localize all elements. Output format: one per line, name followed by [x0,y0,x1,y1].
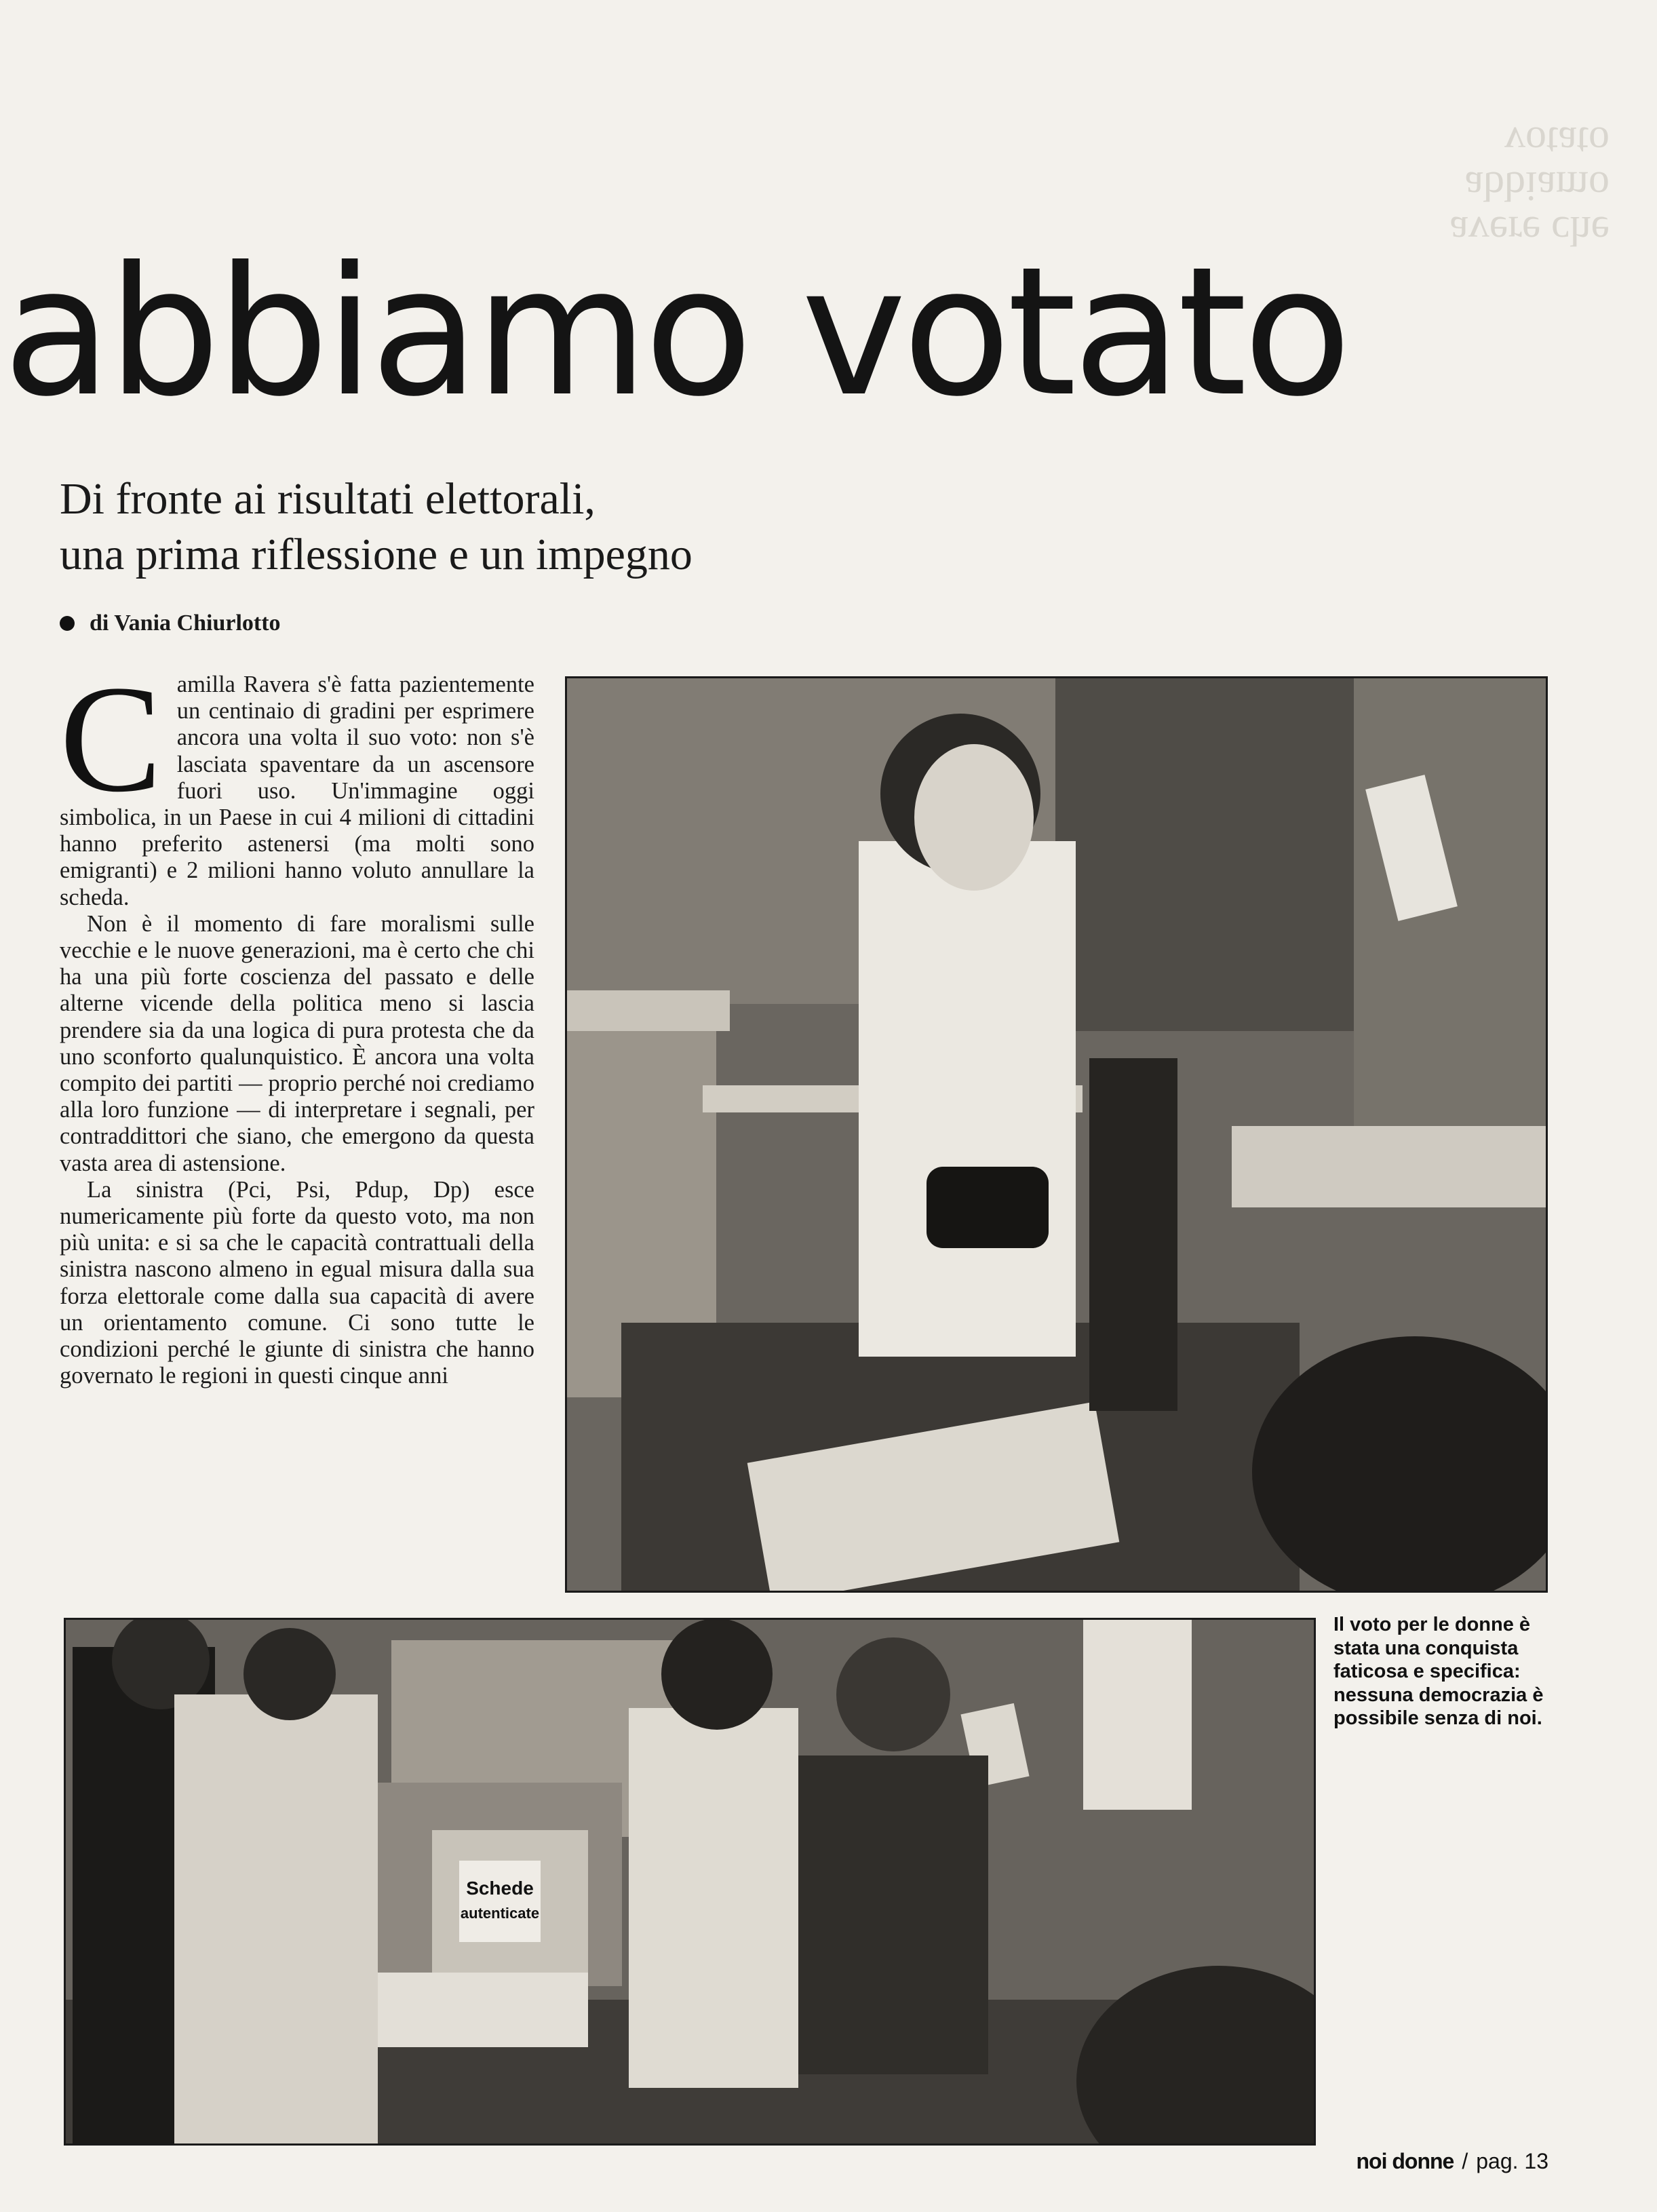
headline: abbiamo votato [3,229,1348,435]
ghost-line-2: abbiamo votato [1464,118,1610,209]
page-number: pag. 13 [1476,2149,1548,2173]
ghost-line-1: avere che [1449,208,1610,254]
article-paragraph-3: La sinistra (Pci, Psi, Pdup, Dp) esce numericamente più forte da questo voto, ma non più unita: e si sa che le capacità contrattuali della sinistra nascono almeno in egual misura dalla sua forza elettorale come dalla sua capacità di avere un orientamento comune. Ci sono tutte le condizioni perché le giunte di sinistra che hanno governato le regioni in questi cinque anni [60,1176,534,1389]
page-footer [1356,2149,1548,2174]
author: di Vania Chiurlotto [90,610,281,636]
paragraph-text: amilla Ravera s'è fatta pazientemente un centinaio di gradini per esprimere ancora una volta il suo voto: non s'è lasciata spaventare da un ascensore fuori uso. Un'immagine oggi simbolica, in un Paese in cui 4 milioni di cittadini hanno preferito astenersi (ma molti sono emigranti) e 2 milioni hanno voluto annullare la scheda. [60,672,534,910]
subtitle-line-1: Di fronte ai risultati elettorali, [60,474,596,524]
photo-camilla-ravera [565,676,1548,1593]
photo-polling-station [64,1618,1316,2146]
article-paragraph-2: Non è il momento di fare moralismi sulle vecchie e le nuove generazioni, ma è certo che chi ha una più forte coscienza del passato e delle alterne vicende della politica meno si lascia prendere sia da una logica di pura protesta che da uno sconforto qualunquistico. È ancora una volta compito dei partiti — proprio perché noi crediamo alla loro funzione — di interpretare i segnali, per contraddittori che siano, che emergono da questa vasta area di astensione. [60,910,534,1176]
ballot-box-label-2: autenticate [460,1905,540,1922]
article-paragraph-1 [60,672,534,911]
byline [60,610,281,636]
article-body [60,672,534,1601]
ballot-box-label-1: Schede [466,1878,534,1899]
footer-separator: / [1462,2149,1468,2173]
show-through-text [1420,119,1610,253]
drop-cap: C [60,672,162,823]
magazine-name: noi donne [1356,2149,1454,2173]
photo-polling-illustration [66,1620,1314,2143]
photo-caption: Il voto per le donne è stata una conquista faticosa e specifica: nessuna democrazia è possibile senza di noi. [1333,1614,1544,1729]
subtitle [60,471,693,583]
subtitle-line-2: una prima riflessione e un impegno [60,530,693,579]
photo-camilla-illustration [567,678,1546,1591]
bullet-icon [60,616,75,631]
